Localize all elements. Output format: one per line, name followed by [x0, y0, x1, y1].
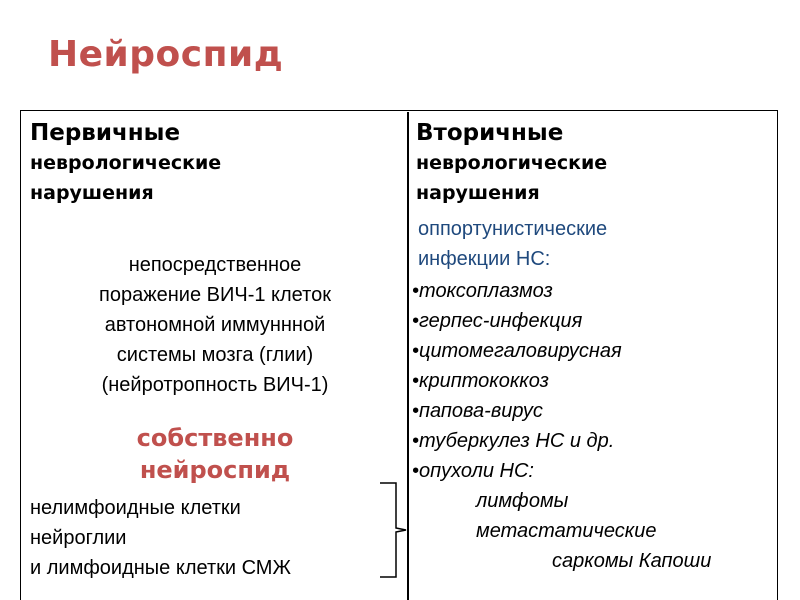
neuroaids-proper-label	[30, 422, 400, 486]
sub-list-item: метастатические	[476, 520, 657, 542]
primary-description	[30, 250, 400, 400]
opportunistic-infections-label	[418, 214, 607, 274]
primary-disorders-heading	[30, 118, 221, 208]
right-brace-icon	[376, 480, 410, 580]
list-item: •папова-вирус	[412, 400, 543, 422]
sub-list-item: лимфомы	[476, 490, 569, 512]
slide-title: Нейроспид	[48, 34, 284, 75]
primary-heading-line3: нарушения	[30, 182, 154, 204]
secondary-heading-line2: неврологические	[416, 152, 608, 174]
list-item: •цитомегаловирусная	[412, 340, 622, 362]
list-item: •токсоплазмоз	[412, 280, 553, 302]
affected-cells-list	[30, 493, 291, 583]
cells-line: нейроглии	[30, 527, 127, 549]
cells-line: нелимфоидные клетки	[30, 497, 241, 519]
primary-heading-line2: неврологические	[30, 152, 222, 174]
list-item: •герпес-инфекция	[412, 310, 583, 332]
secondary-disorders-list	[412, 276, 711, 576]
cells-line: и лимфоидные клетки СМЖ	[30, 557, 291, 579]
highlight-line1: собственно	[136, 424, 294, 452]
list-item: •криптококкоз	[412, 370, 549, 392]
secondary-disorders-heading	[416, 118, 607, 208]
description-line: автономной иммуннной	[104, 314, 326, 336]
secondary-heading-line3: нарушения	[416, 182, 540, 204]
opportunistic-line2: инфекции НС:	[418, 248, 551, 270]
list-item: •опухоли НС:	[412, 460, 534, 482]
list-item: •туберкулез НС и др.	[412, 430, 615, 452]
description-line: поражение ВИЧ-1 клеток	[99, 284, 331, 306]
secondary-heading-line1: Вторичные	[416, 120, 564, 146]
description-line: (нейротропность ВИЧ-1)	[101, 374, 329, 396]
primary-heading-line1: Первичные	[30, 120, 181, 146]
opportunistic-line1: оппортунистические	[418, 218, 608, 240]
highlight-line2: нейроспид	[139, 456, 291, 484]
description-line: системы мозга (глии)	[116, 344, 314, 366]
description-line: непосредственное	[128, 254, 302, 276]
sub-list-item: саркомы Капоши	[552, 550, 712, 572]
